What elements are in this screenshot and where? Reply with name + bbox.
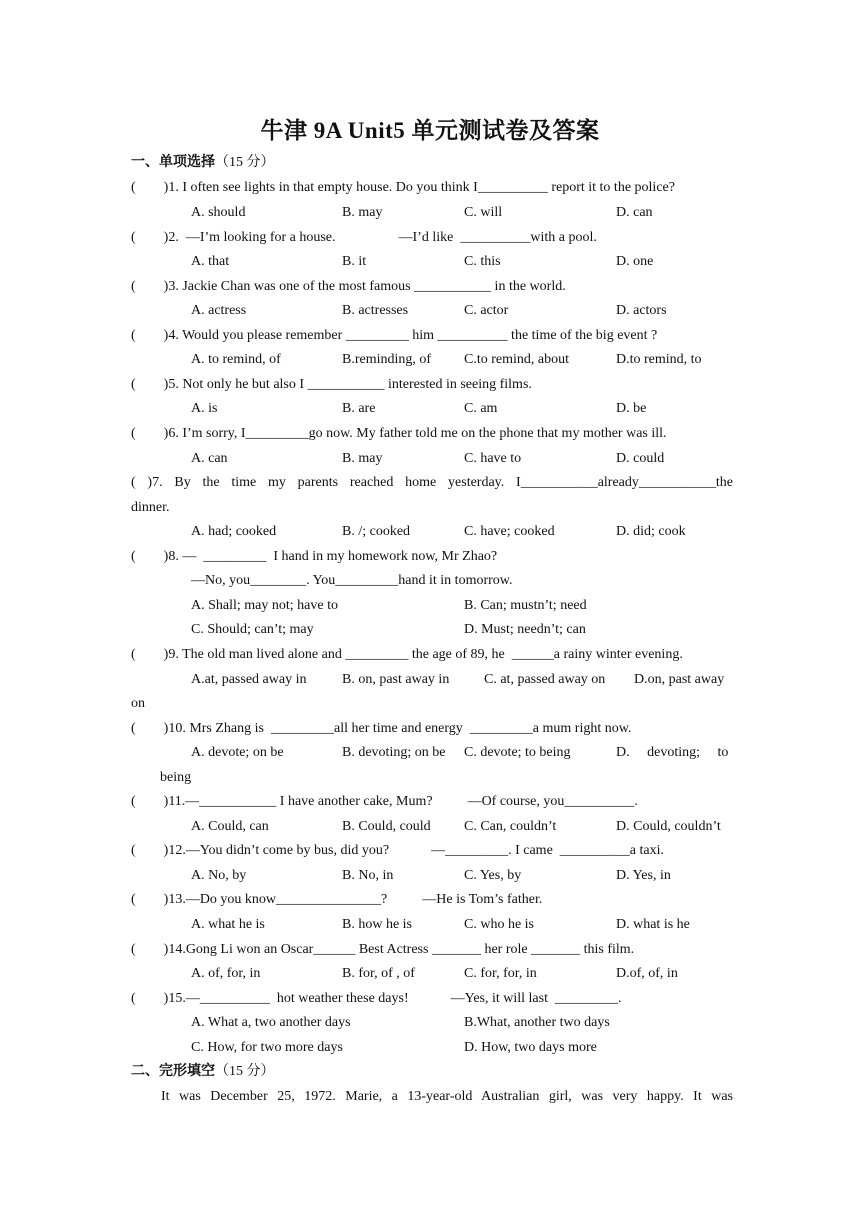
q10-option-d: D. devoting; to	[616, 745, 729, 760]
question-1: ( )1. I often see lights in that empty house. Do you think I__________ report it to the police?	[131, 180, 675, 195]
q15-option-d: D. How, two days more	[464, 1040, 597, 1055]
q11-option-c: C. Can, couldn’t	[464, 819, 557, 834]
q7-option-c: C. have; cooked	[464, 524, 555, 539]
q1-option-c: C. will	[464, 205, 503, 220]
q13-option-c: C. who he is	[464, 917, 534, 932]
q3-option-b: B. actresses	[342, 303, 409, 318]
question-6: ( )6. I’m sorry, I_________go now. My father told me on the phone that my mother was ill.	[131, 426, 667, 441]
q15-option-c: C. How, for two more days	[191, 1040, 343, 1055]
q7-option-a: A. had; cooked	[191, 524, 277, 539]
q6-option-d: D. could	[616, 451, 665, 466]
q15-option-b: B.What, another two days	[464, 1015, 610, 1030]
question-8: ( )8. — _________ I hand in my homework now, Mr Zhao?	[131, 549, 498, 564]
q9-option-b: B. on, past away in	[342, 672, 450, 687]
question-13: ( )13.—Do you know_______________? —He is Tom’s father.	[131, 892, 543, 907]
q2-option-c: C. this	[464, 254, 501, 269]
section-heading-2	[131, 1062, 275, 1082]
q11-option-d: D. Could, couldn’t	[616, 819, 721, 834]
q10-option-c: C. devote; to being	[464, 745, 571, 760]
q2-option-a: A. that	[191, 254, 230, 269]
q11-option-a: A. Could, can	[191, 819, 269, 834]
q12-option-a: A. No, by	[191, 868, 247, 883]
section-2-label: 二、完形填空	[131, 1064, 215, 1079]
q2-option-b: B. it	[342, 254, 367, 269]
question-11: ( )11.—___________ I have another cake, Mum? —Of course, you__________.	[131, 794, 638, 809]
q5-option-a: A. is	[191, 401, 218, 416]
q9-option-d: D.on, past away	[634, 672, 725, 687]
q14-option-c: C. for, for, in	[464, 966, 537, 981]
q13-option-d: D. what is he	[616, 917, 690, 932]
q5-option-b: B. are	[342, 401, 376, 416]
q13-option-a: A. what he is	[191, 917, 265, 932]
q3-option-d: D. actors	[616, 303, 667, 318]
q14-option-b: B. for, of , of	[342, 966, 415, 981]
q6-option-c: C. have to	[464, 451, 522, 466]
q4-option-d: D.to remind, to	[616, 352, 702, 367]
q6-option-b: B. may	[342, 451, 383, 466]
q8-option-a: A. Shall; may not; have to	[191, 598, 338, 613]
section-1-points: （15 分）	[215, 155, 275, 170]
q7-option-d: D. did; cook	[616, 524, 686, 539]
q12-option-d: D. Yes, in	[616, 868, 671, 883]
q4-option-b: B.reminding, of	[342, 352, 432, 367]
q2-option-d: D. one	[616, 254, 654, 269]
q5-option-d: D. be	[616, 401, 647, 416]
q10-option-b: B. devoting; on be	[342, 745, 446, 760]
section-2-points: （15 分）	[215, 1064, 275, 1079]
question-12: ( )12.—You didn’t come by bus, did you? —_________. I came __________a taxi.	[131, 843, 664, 858]
q10-option-d-continued: being	[160, 770, 192, 785]
q4-option-c: C.to remind, about	[464, 352, 569, 367]
question-14: ( )14.Gong Li won an Oscar______ Best Actress _______ her role _______ this film.	[131, 942, 635, 957]
q12-option-b: B. No, in	[342, 868, 394, 883]
question-3: ( )3. Jackie Chan was one of the most famous ___________ in the world.	[131, 279, 566, 294]
section-1-label: 一、单项选择	[131, 155, 215, 170]
question-8-line-2: —No, you________. You_________hand it in tomorrow.	[191, 573, 513, 588]
question-15: ( )15.—__________ hot weather these days! —Yes, it will last _________.	[131, 991, 622, 1006]
q4-option-a: A. to remind, of	[191, 352, 281, 367]
q9-option-c: C. at, passed away on	[484, 672, 606, 687]
q8-option-d: D. Must; needn’t; can	[464, 622, 586, 637]
q7-option-b: B. /; cooked	[342, 524, 411, 539]
q10-option-a: A. devote; on be	[191, 745, 284, 760]
q5-option-c: C. am	[464, 401, 498, 416]
q3-option-c: C. actor	[464, 303, 509, 318]
q14-option-a: A. of, for, in	[191, 966, 261, 981]
question-9: ( )9. The old man lived alone and _________ the age of 89, he ______a rainy winter evening.	[131, 647, 683, 662]
question-4: ( )4. Would you please remember _________ him __________ the time of the big event ?	[131, 328, 658, 343]
q9-option-a: A.at, passed away in	[191, 672, 307, 687]
q1-option-d: D. can	[616, 205, 653, 220]
question-10: ( )10. Mrs Zhang is _________all her time and energy _________a mum right now.	[131, 721, 632, 736]
q14-option-d: D.of, of, in	[616, 966, 678, 981]
q6-option-a: A. can	[191, 451, 228, 466]
q13-option-b: B. how he is	[342, 917, 412, 932]
page-title: 牛津 9A Unit5 单元测试卷及答案	[260, 118, 600, 143]
section-heading-1	[131, 153, 275, 173]
question-7: ( )7. By the time my parents reached home yesterday. I___________already___________the	[131, 475, 733, 490]
q9-option-d-continued: on	[131, 696, 145, 711]
q1-option-a: A. should	[191, 205, 246, 220]
q12-option-c: C. Yes, by	[464, 868, 522, 883]
passage-line-1: It was December 25, 1972. Marie, a 13-year-old Australian girl, was very happy. It was	[161, 1089, 733, 1104]
q8-option-c: C. Should; can’t; may	[191, 622, 314, 637]
question-7-continued: dinner.	[131, 500, 170, 515]
question-5: ( )5. Not only he but also I ___________ interested in seeing films.	[131, 377, 532, 392]
question-2: ( )2. —I’m looking for a house. —I’d like __________with a pool.	[131, 230, 597, 245]
q11-option-b: B. Could, could	[342, 819, 431, 834]
q8-option-b: B. Can; mustn’t; need	[464, 598, 587, 613]
q3-option-a: A. actress	[191, 303, 247, 318]
q1-option-b: B. may	[342, 205, 383, 220]
q15-option-a: A. What a, two another days	[191, 1015, 351, 1030]
